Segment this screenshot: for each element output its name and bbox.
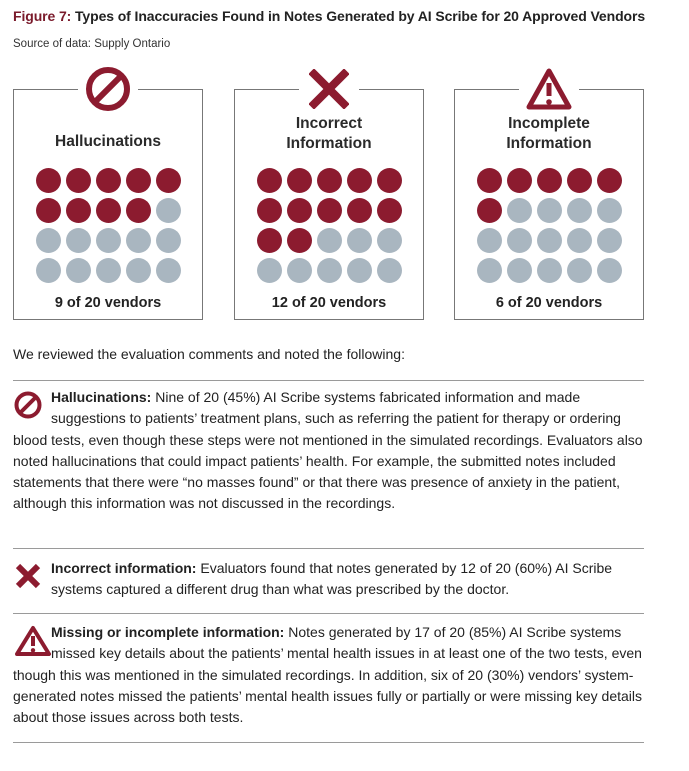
figure-source: Source of data: Supply Ontario — [13, 38, 171, 50]
finding-heading: Hallucinations: — [51, 389, 152, 405]
divider — [13, 548, 644, 549]
dot-empty — [287, 258, 312, 283]
dot-empty — [537, 258, 562, 283]
dot-empty — [567, 258, 592, 283]
dot-filled — [317, 198, 342, 223]
dot-empty — [156, 198, 181, 223]
finding-text: Nine of 20 (45%) AI Scribe systems fabricated information and made suggestions to patients’ treatment plans, such as referring the patient for therapy or ordering blood tests, even though these steps were not mentioned in the simulated recordings. Evaluators also noted hallucinations that could impact patients’ health. For example, the submitted notes included statements that there were “no masses found” or that there was presence of anxiety in the patient, although this information was not discussed in the recordings. — [13, 389, 643, 512]
dot-filled — [257, 228, 282, 253]
dot-filled — [66, 198, 91, 223]
figure-title — [13, 8, 645, 24]
panel-hallucinations — [13, 89, 203, 320]
dot-empty — [537, 228, 562, 253]
intro-text: We reviewed the evaluation comments and noted the following: — [13, 346, 405, 362]
dot-empty — [66, 228, 91, 253]
dot-empty — [507, 258, 532, 283]
figure-title-text: Types of Inaccuracies Found in Notes Generated by AI Scribe for 20 Approved Vendors — [75, 8, 646, 24]
dot-empty — [507, 228, 532, 253]
dot-empty — [156, 228, 181, 253]
dot-empty — [477, 258, 502, 283]
dot-empty — [377, 228, 402, 253]
dot-empty — [597, 258, 622, 283]
dot-filled — [287, 168, 312, 193]
panel-count: 9 of 20 vendors — [54, 295, 162, 311]
dot-empty — [36, 258, 61, 283]
dot-empty — [36, 228, 61, 253]
dot-filled — [257, 168, 282, 193]
divider — [13, 380, 644, 381]
finding-text: Notes generated by 17 of 20 (85%) AI Scribe systems missed key details about the patients’ mental health issues in at least one of the two tests, even though this was mentioned in the simulated recordings. In addition, six of 20 (30%) vendors’ system-generated notes missed the patients’ mental health issues fully or partially or were missing key details about those issues across both tests. — [13, 624, 643, 726]
dot-empty — [597, 228, 622, 253]
finding-hallucinations — [13, 387, 644, 515]
dot-filled — [507, 168, 532, 193]
panel-incomplete-information — [454, 89, 644, 320]
dot-empty — [377, 258, 402, 283]
dot-filled — [347, 168, 372, 193]
prohibited-icon — [78, 65, 138, 113]
dot-empty — [66, 258, 91, 283]
dot-empty — [96, 258, 121, 283]
dot-empty — [156, 258, 181, 283]
panel-count: 6 of 20 vendors — [495, 295, 603, 311]
dot-filled — [126, 198, 151, 223]
dot-filled — [96, 198, 121, 223]
panel-incorrect-information — [234, 89, 424, 320]
dot-empty — [347, 258, 372, 283]
dot-empty — [567, 228, 592, 253]
dot-empty — [537, 198, 562, 223]
dot-empty — [597, 198, 622, 223]
prohibited-icon — [13, 390, 49, 416]
dot-filled — [317, 168, 342, 193]
x-mark-icon — [13, 561, 49, 587]
warning-icon — [519, 65, 579, 113]
finding-incorrect-information — [13, 558, 644, 601]
dot-empty — [347, 228, 372, 253]
dot-empty — [567, 198, 592, 223]
dot-filled — [347, 198, 372, 223]
dot-empty — [126, 228, 151, 253]
dot-filled — [36, 198, 61, 223]
dot-filled — [597, 168, 622, 193]
dot-filled — [96, 168, 121, 193]
warning-icon — [13, 625, 49, 651]
dot-empty — [126, 258, 151, 283]
dot-filled — [567, 168, 592, 193]
finding-heading: Missing or incomplete information: — [51, 624, 285, 640]
dot-empty — [317, 228, 342, 253]
figure-number: Figure 7: — [13, 8, 72, 24]
panel-count: 12 of 20 vendors — [271, 295, 387, 311]
dot-filled — [477, 168, 502, 193]
panel-label: Incorrect Information — [286, 115, 372, 152]
divider — [13, 742, 644, 743]
finding-text: Evaluators found that notes generated by 12 of 20 (60%) AI Scribe systems captured a different drug than what was prescribed by the doctor. — [51, 560, 613, 598]
dot-filled — [287, 228, 312, 253]
dot-filled — [66, 168, 91, 193]
dot-empty — [477, 228, 502, 253]
dot-filled — [537, 168, 562, 193]
dot-empty — [507, 198, 532, 223]
dot-filled — [257, 198, 282, 223]
dot-empty — [257, 258, 282, 283]
panel-label: Hallucinations — [55, 133, 161, 150]
x-mark-icon — [299, 65, 359, 113]
finding-heading: Incorrect information: — [51, 560, 197, 576]
dot-empty — [96, 228, 121, 253]
finding-missing-information — [13, 622, 644, 728]
dot-filled — [156, 168, 181, 193]
dot-filled — [377, 168, 402, 193]
dot-filled — [477, 198, 502, 223]
dot-filled — [377, 198, 402, 223]
dot-filled — [36, 168, 61, 193]
divider — [13, 613, 644, 614]
dot-filled — [287, 198, 312, 223]
panel-label: Incomplete Information — [506, 115, 592, 152]
dot-empty — [317, 258, 342, 283]
dot-filled — [126, 168, 151, 193]
